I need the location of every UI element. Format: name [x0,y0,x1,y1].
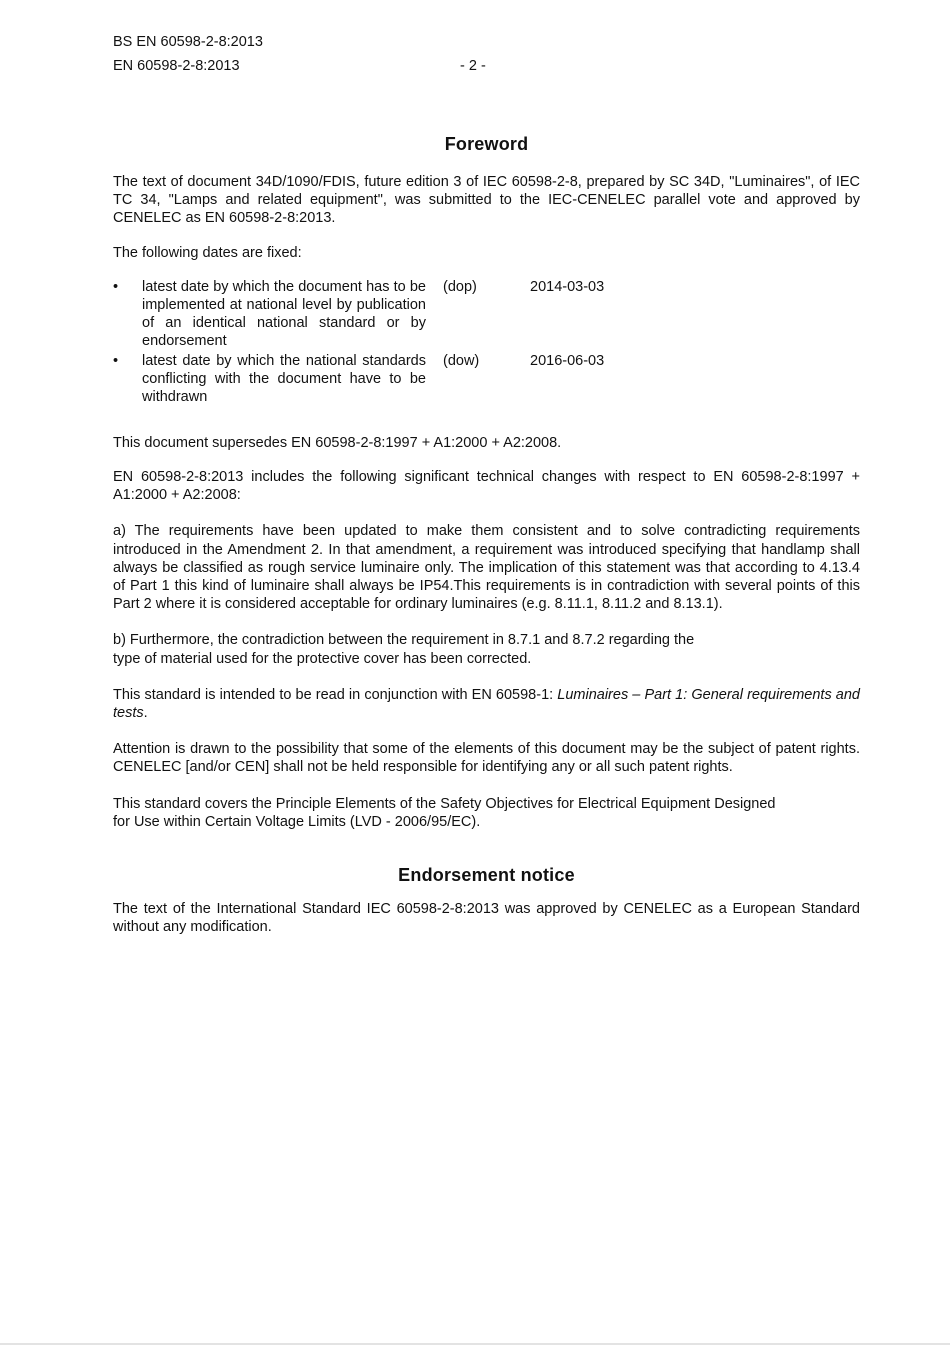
lvd-line: for Use within Certain Voltage Limits (LVD - 2006/95/EC). [113,813,481,830]
conjunction-paragraph [113,686,860,722]
change-b-line: type of material used for the protective cover has been corrected. [113,650,532,667]
change-b-line: b) Furthermore, the contradiction between the requirement in 8.7.1 and 8.7.2 regarding the [113,632,695,649]
bullet-icon: • [113,352,119,369]
foreword-intro-paragraph: The text of document 34D/1090/FDIS, future edition 3 of IEC 60598-2-8, prepared by SC 34D, "Luminaires", of IEC TC 34, "Lamps and related equipment", was submitted to the IEC-CENELEC parallel vote and approved by CENELEC as EN 60598-2-8:2013. [113,174,860,227]
endorsement-heading: Endorsement notice [398,865,575,886]
conjunction-title-italic: Luminaires – Part 1: General requirements and tests [113,686,860,722]
change-a-paragraph: a) The requirements have been updated to make them consistent and to solve contradicting requirements introduced in the Amendment 2. In that amendment, a requirement was introduced specifying that handlamp shall always be classified as rough service luminaire only. The implication of this statement was that according to 4.13.4 of Part 1 this kind of luminaire shall always be IP54.This requirements is in contradiction with several points of this Part 2 where it is considered acceptable for ordinary luminaires (e.g. 8.11.1, 8.11.2 and 8.13.1). [113,523,860,613]
endorsement-paragraph: The text of the International Standard IEC 60598-2-8:2013 was approved by CENELEC as a European Standard without any modification. [113,901,860,936]
lvd-paragraph [113,795,860,831]
change-b-paragraph [113,631,860,667]
conjunction-text: This standard is intended to be read in conjunction with EN 60598-1: [113,686,558,703]
dates-list [113,278,860,434]
dates-intro: The following dates are fixed: [113,244,302,261]
date-abbreviation: (dow) [443,352,480,369]
header-doc-id-en: EN 60598-2-8:2013 [113,58,240,74]
date-value: 2014-03-03 [530,278,605,295]
document-body [113,133,860,936]
date-item-dop [113,278,860,352]
foreword-heading: Foreword [444,134,529,154]
date-description: latest date by which the document has to be implemented at national level by publication of an identical national standard or by endorsement [142,278,426,350]
date-description: latest date by which the national standards conflicting with the document have to be withdrawn [142,352,426,406]
date-abbreviation: (dop) [443,278,477,295]
header-doc-id-bs: BS EN 60598-2-8:2013 [113,34,263,50]
conjunction-end: . [143,705,148,722]
bullet-icon: • [113,278,119,295]
lvd-line: This standard covers the Principle Elements of the Safety Objectives for Electrical Equipment Designed [113,795,776,812]
date-value: 2016-06-03 [530,352,605,369]
supersedes-paragraph: This document supersedes EN 60598-2-8:1997 + A1:2000 + A2:2008. [113,434,562,451]
page-number: - 2 - [460,58,486,74]
date-item-dow [113,352,860,434]
changes-intro-paragraph: EN 60598-2-8:2013 includes the following significant technical changes with respect to EN 60598-2-8:1997 + A1:2000 + A2:2008: [113,469,860,504]
patent-paragraph: Attention is drawn to the possibility that some of the elements of this document may be the subject of patent rights. CENELEC [and/or CEN] shall not be held responsible for identifying any or all such patent rights. [113,741,860,776]
